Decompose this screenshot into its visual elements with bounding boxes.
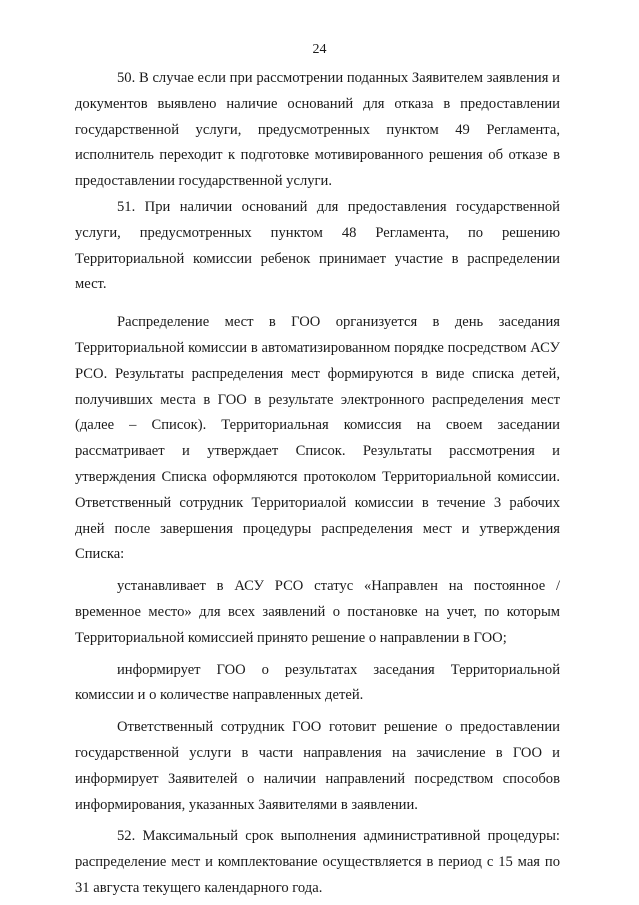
paragraph-52: 52. Максимальный срок выполнения административной процедуры: распределение мест и комплектование осуществляется в период с 15 мая по 31 августа текущего календарного года. [75, 828, 560, 896]
paragraph-goo-decision: Ответственный сотрудник ГОО готовит решение о предоставлении государственной услуги в части направления на зачисление в ГОО и информирует Заявителей о наличии направлений посредством способов информирования, указанных Заявителями в заявлении. [75, 719, 560, 813]
paragraph-50: 50. В случае если при рассмотрении поданных Заявителем заявления и документов выявлено наличие оснований для отказа в предоставлении государственной услуги, предусмотренных пунктом 49 Регламента, исполнитель переходит к подготовке мотивированного решения об отказе в предоставлении государственной услуги. [75, 70, 560, 190]
paragraph-sets-status: устанавливает в АСУ РСО статус «Направлен на постоянное / временное место» для всех заявлений о постановке на учет, по которым Территориальной комиссией принято решение о направлении в ГОО; [75, 578, 560, 646]
paragraph-informs-goo: информирует ГОО о результатах заседания Территориальной комиссии и о количестве направленных детей. [75, 661, 560, 704]
paragraph-51: 51. При наличии оснований для предоставления государственной услуги, предусмотренных пунктом 48 Регламента, по решению Территориальной комиссии ребенок принимает участие в распределении мест. [75, 198, 560, 293]
document-body [75, 66, 560, 902]
page-number: 24 [312, 42, 327, 57]
paragraph-distribution: Распределение мест в ГОО организуется в день заседания Территориальной комиссии в автоматизированном порядке посредством АСУ РСО. Результаты распределения мест формируются в виде списка детей, получивших места в ГОО в результате электронного распределения мест (далее – Список). Территориальная комиссия на своем заседании рассматривает и утверждает Список. Результаты рассмотрения и утверждения Списка оформляются протоколом Территориальной комиссии. Ответственный сотрудник Территориалой комиссии в течение 3 рабочих дней после завершения процедуры распределения мест и утверждения Списка: [75, 314, 560, 563]
